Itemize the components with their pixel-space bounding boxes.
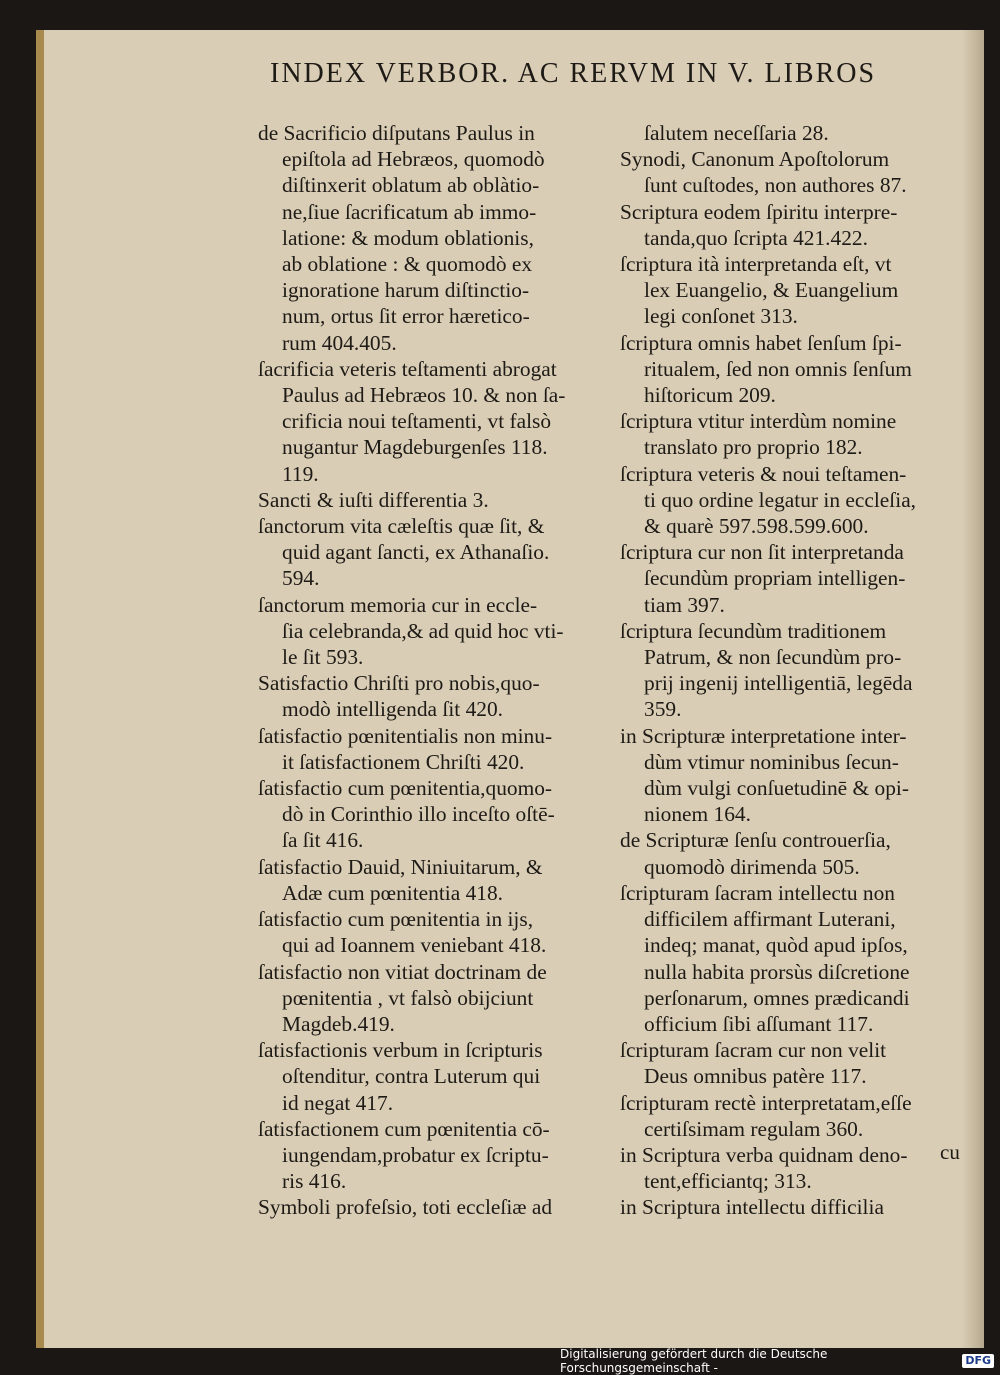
index-entry: ſcriptura omnis habet ſenſum ſpi- ritualem, ſed non omnis ſenſum hiſtoricum 209. <box>620 330 912 408</box>
index-entry: ſatisfactio Dauid, Niniuitarum, & Adæ cum pœnitentia 418. <box>258 854 543 905</box>
index-entry: ſcriptura ſecundùm traditionem Patrum, & non ſecundùm pro- prij ingenij intelligentiā, legēda 359. <box>620 618 913 722</box>
index-entry: ſanctorum memoria cur in eccle- ſia celebranda,& ad quid hoc vti- le ſit 593. <box>258 592 564 670</box>
index-entry: in Scripturæ interpretatione inter- dùm vtimur nominibus ſecun- dùm vulgi conſuetudinē & opi- nionem 164. <box>620 723 909 827</box>
footer-text: Digitalisierung gefördert durch die Deutsche Forschungsgemeinschaft - <box>560 1347 828 1375</box>
index-entry: ſalutem neceſſaria 28. <box>644 121 829 145</box>
digitization-footer <box>560 1347 1000 1375</box>
index-entry: ſanctorum vita cæleſtis quæ ſit, & quid agant ſancti, ex Athanaſio. 594. <box>258 514 550 591</box>
index-entry: ſcriptura veteris & noui teſtamen- ti quo ordine legatur in eccleſia, & quarè 597.598.599.600. <box>620 461 917 539</box>
index-entry: ſatisfactio cum pœnitentia in ijs, qui ad Ioannem veniebant 418. <box>258 907 547 958</box>
index-entry: ſatisfactio cum pœnitentia,quomo- dò in Corinthio illo inceſto oſtē- ſa ſit 416. <box>258 776 555 853</box>
index-entry: Sancti & iuſti differentia 3. <box>258 487 489 512</box>
dfg-logo-icon: DFG <box>962 1354 994 1368</box>
index-entry: ſcripturam ſacram cur non velit Deus omnibus patère 117. <box>620 1038 887 1089</box>
index-column-left <box>258 120 616 1221</box>
index-entry: ſcriptura cur non ſit interpretanda ſecundùm propriam intelligen- tiam 397. <box>620 540 906 617</box>
index-entry: in Scriptura verba quidnam deno- tent,efficiantq; 313. <box>620 1142 908 1194</box>
index-entry: de Scripturæ ſenſu controuerſia, quomodò dirimenda 505. <box>620 828 891 879</box>
index-entry: Scriptura eodem ſpiritu interpre- tanda,quo ſcripta 421.422. <box>620 199 898 250</box>
index-entry: ſcriptura vtitur interdùm nomine translato pro proprio 182. <box>620 409 897 460</box>
catchword: cu <box>940 1140 960 1164</box>
index-entry: ſatisfactio pœnitentialis non minu- it ſatisfactionem Chriſti 420. <box>258 723 553 774</box>
index-entry: Synodi, Canonum Apoſtolorum ſunt cuſtodes, non authores 87. <box>620 147 907 198</box>
index-entry: ſcripturam ſacram intellectu non difficilem affirmant Luterani, indeq; manat, quòd apud ipſos, nulla habita prorsùs diſcretione perſonarum, omnes prædicandi officium ſibi aſſumant 117. <box>620 880 910 1036</box>
index-entry: de Sacrificio diſputans Paulus in epiſtola ad Hebræos, quomodò diſtinxerit oblatum ab oblàtio- ne,ſiue ſacrificatum ab immo- latione: & modum oblationis, ab oblatione : & quomodò ex ignoratione harum diſtinctio- num, ortus ſit error hæretico- rum 404.405. <box>258 121 545 355</box>
index-entry: ſatisfactionis verbum in ſcripturis oſtenditur, contra Luterum qui id negat 417. <box>258 1038 543 1115</box>
index-column-right <box>620 120 970 1221</box>
index-entry: ſatisfactionem cum pœnitentia cō- iungendam,probatur ex ſcriptu- ris 416. <box>258 1116 550 1194</box>
running-header: INDEX VERBOR. AC RERVM IN V. LIBROS <box>270 58 877 89</box>
index-entry: Symboli profeſsio, toti eccleſiæ ad <box>258 1195 553 1220</box>
index-entry: ſcriptura ità interpretanda eſt, vt lex Euangelio, & Euangelium legi conſonet 313. <box>620 252 899 329</box>
index-entry: ſcripturam rectè interpretatam,eſſe certiſsimam regulam 360. <box>620 1090 912 1141</box>
index-entry: ſacrificia veteris teſtamenti abrogat Paulus ad Hebræos 10. & non ſa- crificia noui teſtamenti, vt falsò nugantur Magdeburgenſes 118. 119. <box>258 356 566 486</box>
index-entry: ſatisfactio non vitiat doctrinam de pœnitentia , vt falsò obijciunt Magdeb.419. <box>258 959 547 1036</box>
index-entry: in Scriptura intellectu difficilia <box>620 1195 884 1220</box>
index-entry: Satisfactio Chriſti pro nobis,quo- modò intelligenda ſit 420. <box>258 671 540 722</box>
